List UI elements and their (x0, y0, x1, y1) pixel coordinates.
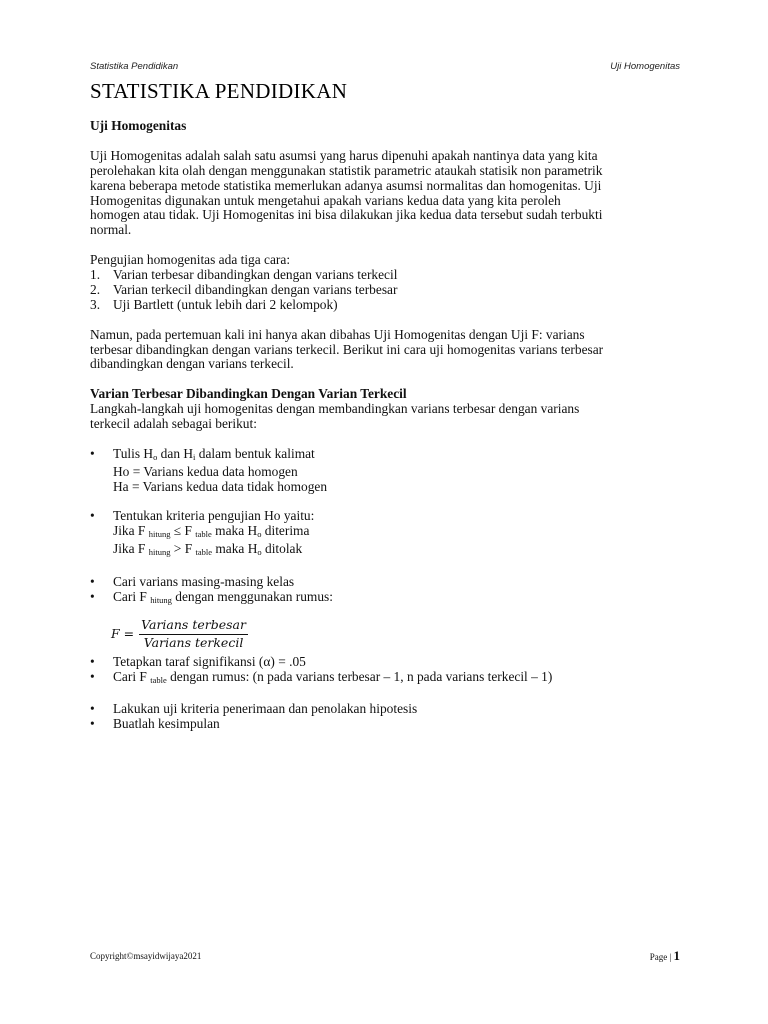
steps-intro-line: terkecil adalah sebagai berikut: (90, 416, 257, 432)
step-significance: Tetapkan taraf signifikansi (α) = .05 (113, 653, 306, 669)
bullet-icon: • (90, 574, 95, 590)
intro-line: Homogenitas digunakan untuk mengetahui apakah varians kedua data yang kita peroleh (90, 192, 561, 208)
list-item (90, 298, 680, 313)
list-number: 3. (90, 296, 101, 312)
document-body (90, 119, 680, 732)
steps-list-e (90, 702, 680, 732)
methods-list (90, 268, 680, 313)
intro-line: karena beberapa metode statistika memerlukan adanya asumsi normalitas dan homogenitas. Uji (90, 177, 602, 193)
intro-paragraph (90, 149, 680, 238)
formula-denominator: Varians terkecil (143, 634, 244, 650)
intro-line: perolehakan kita olah dengan menggunakan statistik parametric ataukah statisik non parametrik (90, 162, 603, 178)
page-number: 1 (673, 948, 680, 963)
bullet-icon: • (90, 653, 95, 669)
hypothesis-ha: Ha = Varians kedua data tidak homogen (113, 478, 328, 494)
note-line: terbesar dibandingkan dengan varians terkecil. Berikut ini cara uji homogenitas varians terbesar (90, 341, 604, 357)
steps-list-b (90, 509, 680, 560)
list-item (90, 702, 680, 717)
copyright-text: Copyright©msayidwijaya2021 (90, 951, 202, 961)
bullet-icon: • (90, 668, 95, 684)
f-formula (90, 618, 680, 651)
list-item (90, 670, 680, 688)
list-number: 1. (90, 267, 101, 283)
page-label: Page | (649, 952, 674, 962)
step-f-table: Cari F $_{table}$ dengan rumus: (n pada varians terbesar – 1, n pada varians terkecil – 1) (113, 668, 553, 685)
list-number: 2. (90, 281, 101, 297)
list-item (90, 575, 680, 590)
list-item (90, 268, 680, 283)
step-test: Lakukan uji kriteria penerimaan dan penolakan hipotesis (113, 701, 418, 717)
steps-intro (90, 402, 680, 432)
hypothesis-h0: Ho = Varians kedua data homogen (113, 463, 298, 479)
intro-line: normal. (90, 222, 132, 238)
note-paragraph (90, 328, 680, 373)
document-title: STATISTIKA PENDIDIKAN (90, 79, 348, 103)
criteria-reject: Jika F $_{hitung}$ > F $_{table}$ maka $H_o$ ditolak (113, 541, 303, 558)
list-item-text: Uji Bartlett (untuk lebih dari 2 kelompok) (113, 296, 338, 312)
criteria-accept: Jika F $_{hitung}$ ≤ F $_{table}$ maka $H_o$ diterima (113, 523, 310, 540)
header-left: Statistika Pendidikan (90, 61, 179, 72)
formula-fraction (139, 618, 248, 651)
bullet-icon: • (90, 701, 95, 717)
section-heading-uji-homogenitas: Uji Homogenitas (90, 118, 187, 133)
bullet-icon: • (90, 716, 95, 732)
bullet-icon: • (90, 508, 95, 524)
formula-lhs: F = (111, 625, 135, 641)
step-criteria: Tentukan kriteria pengujian Ho yaitu: (113, 508, 315, 524)
steps-list-a (90, 447, 680, 495)
methods-intro: Pengujian homogenitas ada tiga cara: (90, 252, 291, 268)
document-page (90, 0, 680, 1024)
step-f-hitung: Cari F $_{hitung}$ dengan menggunakan rumus: (113, 588, 333, 605)
list-item (90, 283, 680, 298)
intro-line: Uji Homogenitas adalah salah satu asumsi yang harus dipenuhi apakah nantinya data yang kita (90, 147, 598, 163)
step-variance: Cari varians masing-masing kelas (113, 574, 295, 590)
list-item (90, 509, 680, 560)
step-conclusion: Buatlah kesimpulan (113, 716, 220, 732)
formula-numerator: Varians terbesar (139, 618, 248, 635)
bullet-icon: • (90, 445, 95, 461)
steps-list-c (90, 575, 680, 608)
note-line: Namun, pada pertemuan kali ini hanya akan dibahas Uji Homogenitas dengan Uji F: varians (90, 326, 585, 342)
page-indicator (650, 948, 680, 964)
steps-intro-line: Langkah-langkah uji homogenitas dengan membandingkan varians terbesar dengan varians (90, 401, 580, 417)
list-item (90, 447, 680, 495)
step-hypothesis: Tulis $H_o$ dan $H_i$ dalam bentuk kalimat (113, 445, 315, 462)
list-item-text: Varian terbesar dibandingkan dengan varians terkecil (113, 267, 398, 283)
list-item (90, 717, 680, 732)
steps-list-d (90, 655, 680, 688)
section-heading-varian-terbesar: Varian Terbesar Dibandingkan Dengan Varian Terkecil (90, 386, 407, 402)
bullet-icon: • (90, 588, 95, 604)
list-item-text: Varian terkecil dibandingkan dengan varians terbesar (113, 281, 398, 297)
note-line: dibandingkan dengan varians terkecil. (90, 356, 294, 372)
intro-line: homogen atau tidak. Uji Homogenitas ini bisa dilakukan jika kedua data tersebut sudah terbukti (90, 207, 603, 223)
list-item (90, 655, 680, 670)
list-item (90, 590, 680, 608)
header-right: Uji Homogenitas (610, 61, 680, 72)
